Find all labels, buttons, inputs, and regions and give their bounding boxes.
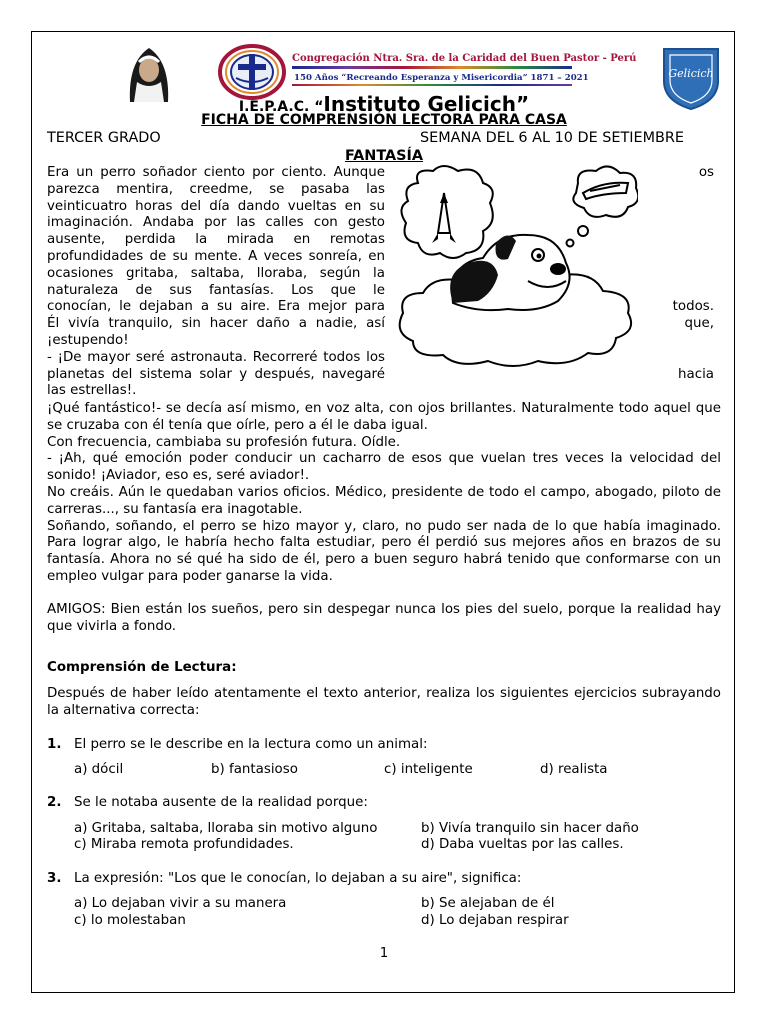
question-option[interactable]: b) fantasioso	[211, 762, 298, 777]
question-option[interactable]: c) Miraba remota profundidades.	[74, 837, 294, 852]
question-text: Se le notaba ausente de la realidad porque:	[74, 795, 368, 810]
story-line: ocasiones gritaba, saltaba, lloraba, según la	[47, 265, 385, 281]
story-paragraph: Soñando, soñando, el perro se hizo mayor y, claro, no pudo ser nada de lo que había imaginado. Para lograr algo, le habría hecho falta estudiar, pero él perdió sus mejores años en brazos de su fantasía. Ahora no sé qué ha sido de él, pero a buen seguro habrá tenido que conformarse con un empleo vulgar para poder ganarse la vida.	[47, 518, 721, 584]
question-option[interactable]: a) Lo dejaban vivir a su manera	[74, 896, 287, 911]
story-paragraph: ¡Qué fantástico!- se decía así mismo, en voz alta, con ojos brillantes. Naturalmente todo aquel que se cruzaba con él tenía que oírle, pero a él le daba igual.	[47, 401, 721, 433]
story-line: profundidades de su mente. A veces sonreía, en	[47, 248, 385, 264]
story-line: naturaleza de sus fantasías. Los que le	[47, 282, 385, 298]
story-line: Él vivía tranquilo, sin hacer daño a nadie, así	[47, 316, 385, 332]
story-paragraph: - ¡Ah, qué emoción poder conducir un cacharro de esos que vuelan tres veces la velocidad del sonido! ¡Aviador, eso es, seré aviador!.	[47, 451, 721, 484]
story-line: parezca mentira, creedme, se pasaba las	[47, 181, 385, 197]
story-paragraph: No creáis. Aún le quedaban varios oficios. Médico, presidente de todo el campo, abogado, piloto de carreras..., su fantasía era inagotable.	[47, 484, 721, 517]
dreaming-dog-illustration	[398, 163, 638, 373]
question-option[interactable]: c) lo molestaban	[74, 913, 186, 928]
question-option[interactable]: b) Se alejaban de él	[421, 896, 555, 911]
comprehension-title: Comprensión de Lectura:	[47, 660, 237, 675]
anniversary-motto: 150 Años “Recreando Esperanza y Misericordia” 1871 – 2021	[294, 73, 589, 83]
shield-text: Gelicich	[668, 67, 714, 80]
story-right-word: os	[698, 165, 714, 180]
story-moral: AMIGOS: Bien están los sueños, pero sin despegar nunca los pies del suelo, porque la realidad hay que vivirla a fondo.	[47, 602, 721, 634]
question-option[interactable]: b) Vivía tranquilo sin hacer daño	[421, 821, 639, 836]
worksheet-title: FICHA DE COMPRENSIÓN LECTORA PARA CASA	[201, 112, 567, 128]
story-line: veinticuatro horas del día dando vueltas en su	[47, 198, 385, 214]
comprehension-instructions: Después de haber leído atentamente el texto anterior, realiza los siguientes ejercicios subrayando la alternativa correcta:	[47, 686, 721, 718]
story-line: planetas del sistema solar y después, navegaré	[47, 366, 385, 382]
question-text: El perro se le describe en la lectura como un animal:	[74, 737, 428, 752]
color-rule-bottom	[292, 84, 572, 86]
story-line: conocían, le dejaban a su aire. Era mejor para	[47, 299, 385, 315]
story-right-word: todos.	[672, 299, 714, 314]
question-option[interactable]: a) Gritaba, saltaba, lloraba sin motivo alguno	[74, 821, 378, 836]
story-line: - ¡De mayor seré astronauta. Recorreré todos los	[47, 349, 385, 365]
page-number: 1	[379, 946, 389, 961]
question-number: 1.	[47, 737, 62, 752]
story-line: Era un perro soñador ciento por ciento. Aunque	[47, 165, 385, 180]
question-option[interactable]: d) realista	[540, 762, 608, 777]
story-paragraph: Con frecuencia, cambiaba su profesión futura. Oídle.	[47, 434, 401, 450]
story-line: ¡estupendo!	[47, 332, 129, 348]
week-label: SEMANA DEL 6 AL 10 DE SETIEMBRE	[420, 130, 684, 146]
story-column	[47, 165, 385, 400]
grade-label: TERCER GRADO	[47, 130, 161, 146]
question-option[interactable]: d) Lo dejaban respirar	[421, 913, 569, 928]
story-right-word: hacia	[678, 367, 714, 382]
question-option[interactable]: c) inteligente	[384, 762, 473, 777]
question-number: 3.	[47, 871, 62, 886]
question-text: La expresión: "Los que le conocían, lo dejaban a su aire", significa:	[74, 871, 522, 886]
story-line: las estrellas!.	[47, 383, 137, 399]
question-number: 2.	[47, 795, 62, 810]
story-body	[47, 401, 721, 586]
story-line: imaginación. Andaba por las calles con gesto	[47, 215, 385, 231]
question-option[interactable]: d) Daba vueltas por las calles.	[421, 837, 624, 852]
congregation-name: Congregación Ntra. Sra. de la Caridad del Buen Pastor - Perú	[292, 53, 637, 64]
question-option[interactable]: a) dócil	[74, 762, 124, 777]
story-right-word: que,	[684, 316, 714, 331]
story-title: FANTASÍA	[344, 148, 424, 164]
institute-title: I.E.P.A.C. “Instituto Gelicich”	[238, 92, 530, 116]
story-line: ausente, perdida la mirada en remotas	[47, 232, 385, 248]
color-rule	[292, 66, 572, 69]
